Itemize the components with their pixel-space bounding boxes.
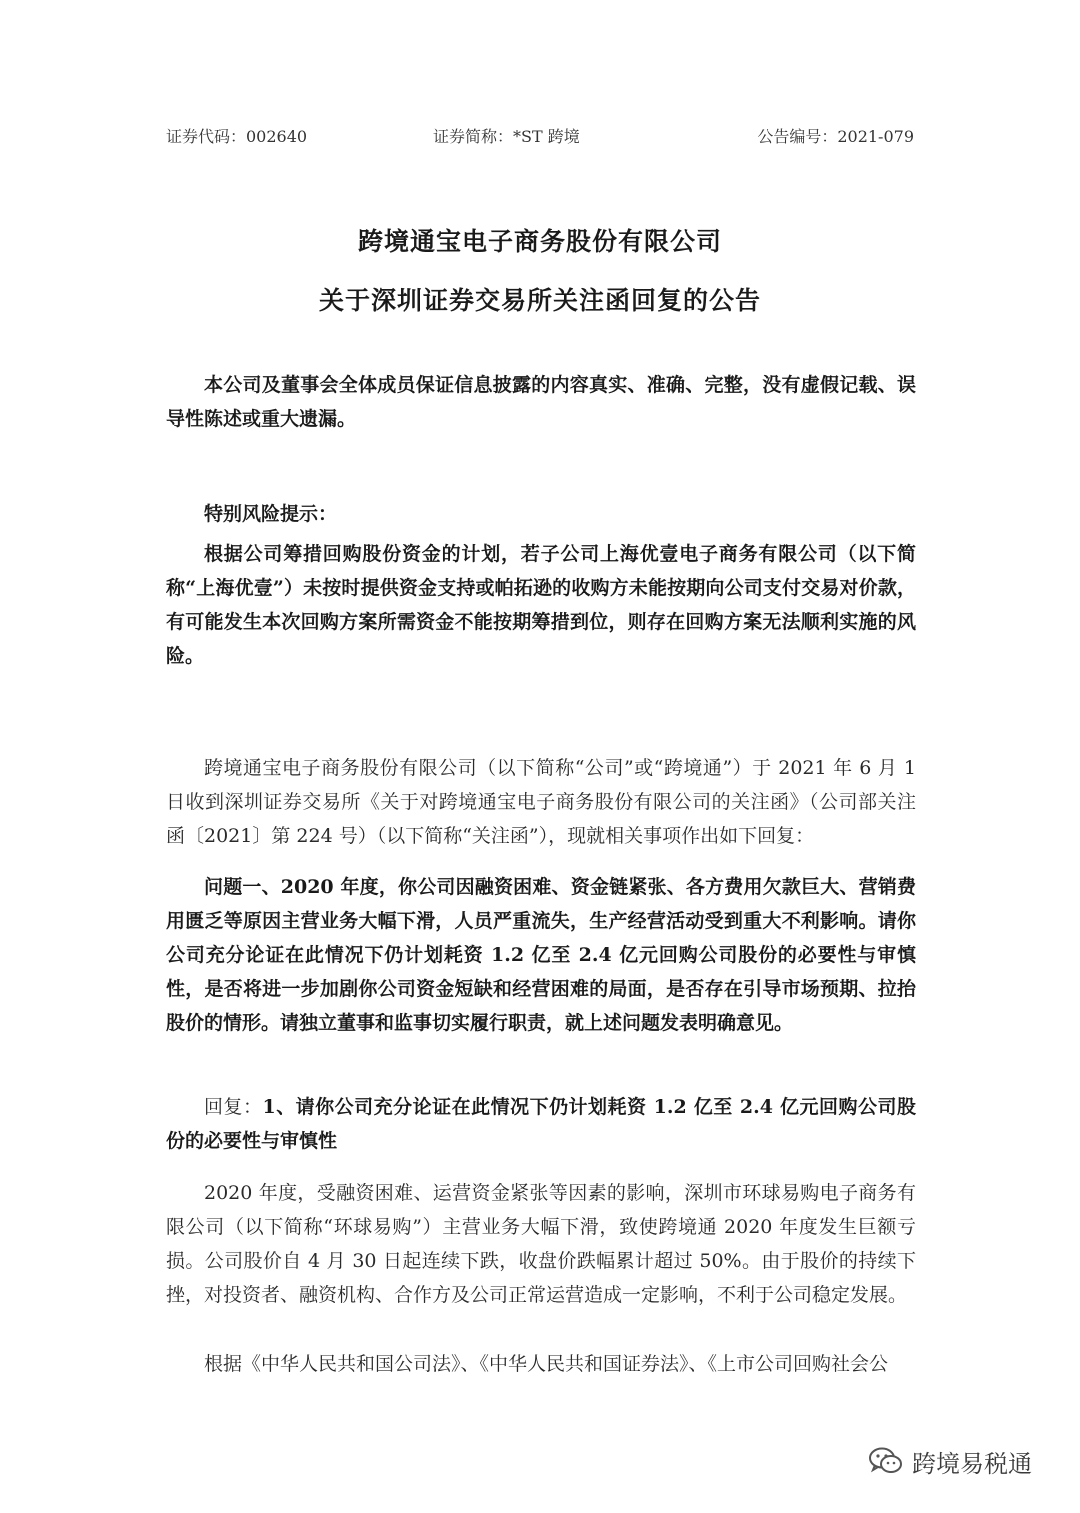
wechat-icon [868, 1446, 904, 1476]
security-short-name: 证券简称：*ST 跨境 [433, 127, 580, 146]
reply-one-heading [166, 1090, 916, 1158]
reply-one-body: 2020 年度，受融资困难、运营资金紧张等因素的影响，深圳市环球易购电子商务有限公司（以下简称“环球易购”）主营业务大幅下滑，致使跨境通 2020 年度发生巨额亏损。公司股价自 4 月 30 日起连续下跌，收盘价跌幅累计超过 50%。由于股价的持续下挫，对投资者、融资机构、合作方及公司正常运营造成一定影响，不利于公司稳定发展。 [166, 1182, 916, 1306]
announcement-number: 公告编号：2021-079 [757, 127, 914, 146]
reply-one-question: 1、请你公司充分论证在此情况下仍计划耗资 1.2 亿至 2.4 亿元回购公司股份的必要性与审慎性 [166, 1096, 916, 1152]
announcement-header [166, 124, 914, 148]
watermark-text: 跨境易税通 [912, 1449, 1032, 1478]
company-title: 跨境通宝电子商务股份有限公司 [357, 227, 722, 256]
announcement-title: 关于深圳证券交易所关注函回复的公告 [318, 286, 761, 315]
reply-prefix: 回复： [204, 1096, 263, 1118]
risk-warning-title: 特别风险提示： [204, 503, 338, 525]
law-paragraph: 根据《中华人民共和国公司法》、《中华人民共和国证券法》、《上市公司回购社会公 [204, 1353, 889, 1375]
intro-paragraph: 跨境通宝电子商务股份有限公司（以下简称“公司”或“跨境通”）于 2021 年 6 月 1 日收到深圳证券交易所《关于对跨境通宝电子商务股份有限公司的关注函》（公司部关注函〔2021〕第 224 号）（以下简称“关注函”），现就相关事项作出如下回复： [166, 757, 916, 847]
security-code: 证券代码：002640 [166, 127, 308, 146]
risk-warning-body: 根据公司筹措回购股份资金的计划，若子公司上海优壹电子商务有限公司（以下简称“上海优壹”）未按时提供资金支持或帕拓逊的收购方未能按期向公司支付交易对价款，有可能发生本次回购方案所需资金不能按期筹措到位，则存在回购方案无法顺利实施的风险。 [166, 543, 916, 667]
question-one: 问题一、2020 年度，你公司因融资困难、资金链紧张、各方费用欠款巨大、营销费用匮乏等原因主营业务大幅下滑，人员严重流失，生产经营活动受到重大不利影响。请你公司充分论证在此情况下仍计划耗资 1.2 亿至 2.4 亿元回购公司股份的必要性与审慎性，是否将进一步加剧你公司资金短缺和经营困难的局面，是否存在引导市场预期、拉抬股价的情形。请独立董事和监事切实履行职责，就上述问题发表明确意见。 [166, 876, 916, 1034]
board-statement: 本公司及董事会全体成员保证信息披露的内容真实、准确、完整，没有虚假记载、误导性陈述或重大遗漏。 [166, 374, 916, 430]
account-watermark [868, 1441, 1032, 1481]
